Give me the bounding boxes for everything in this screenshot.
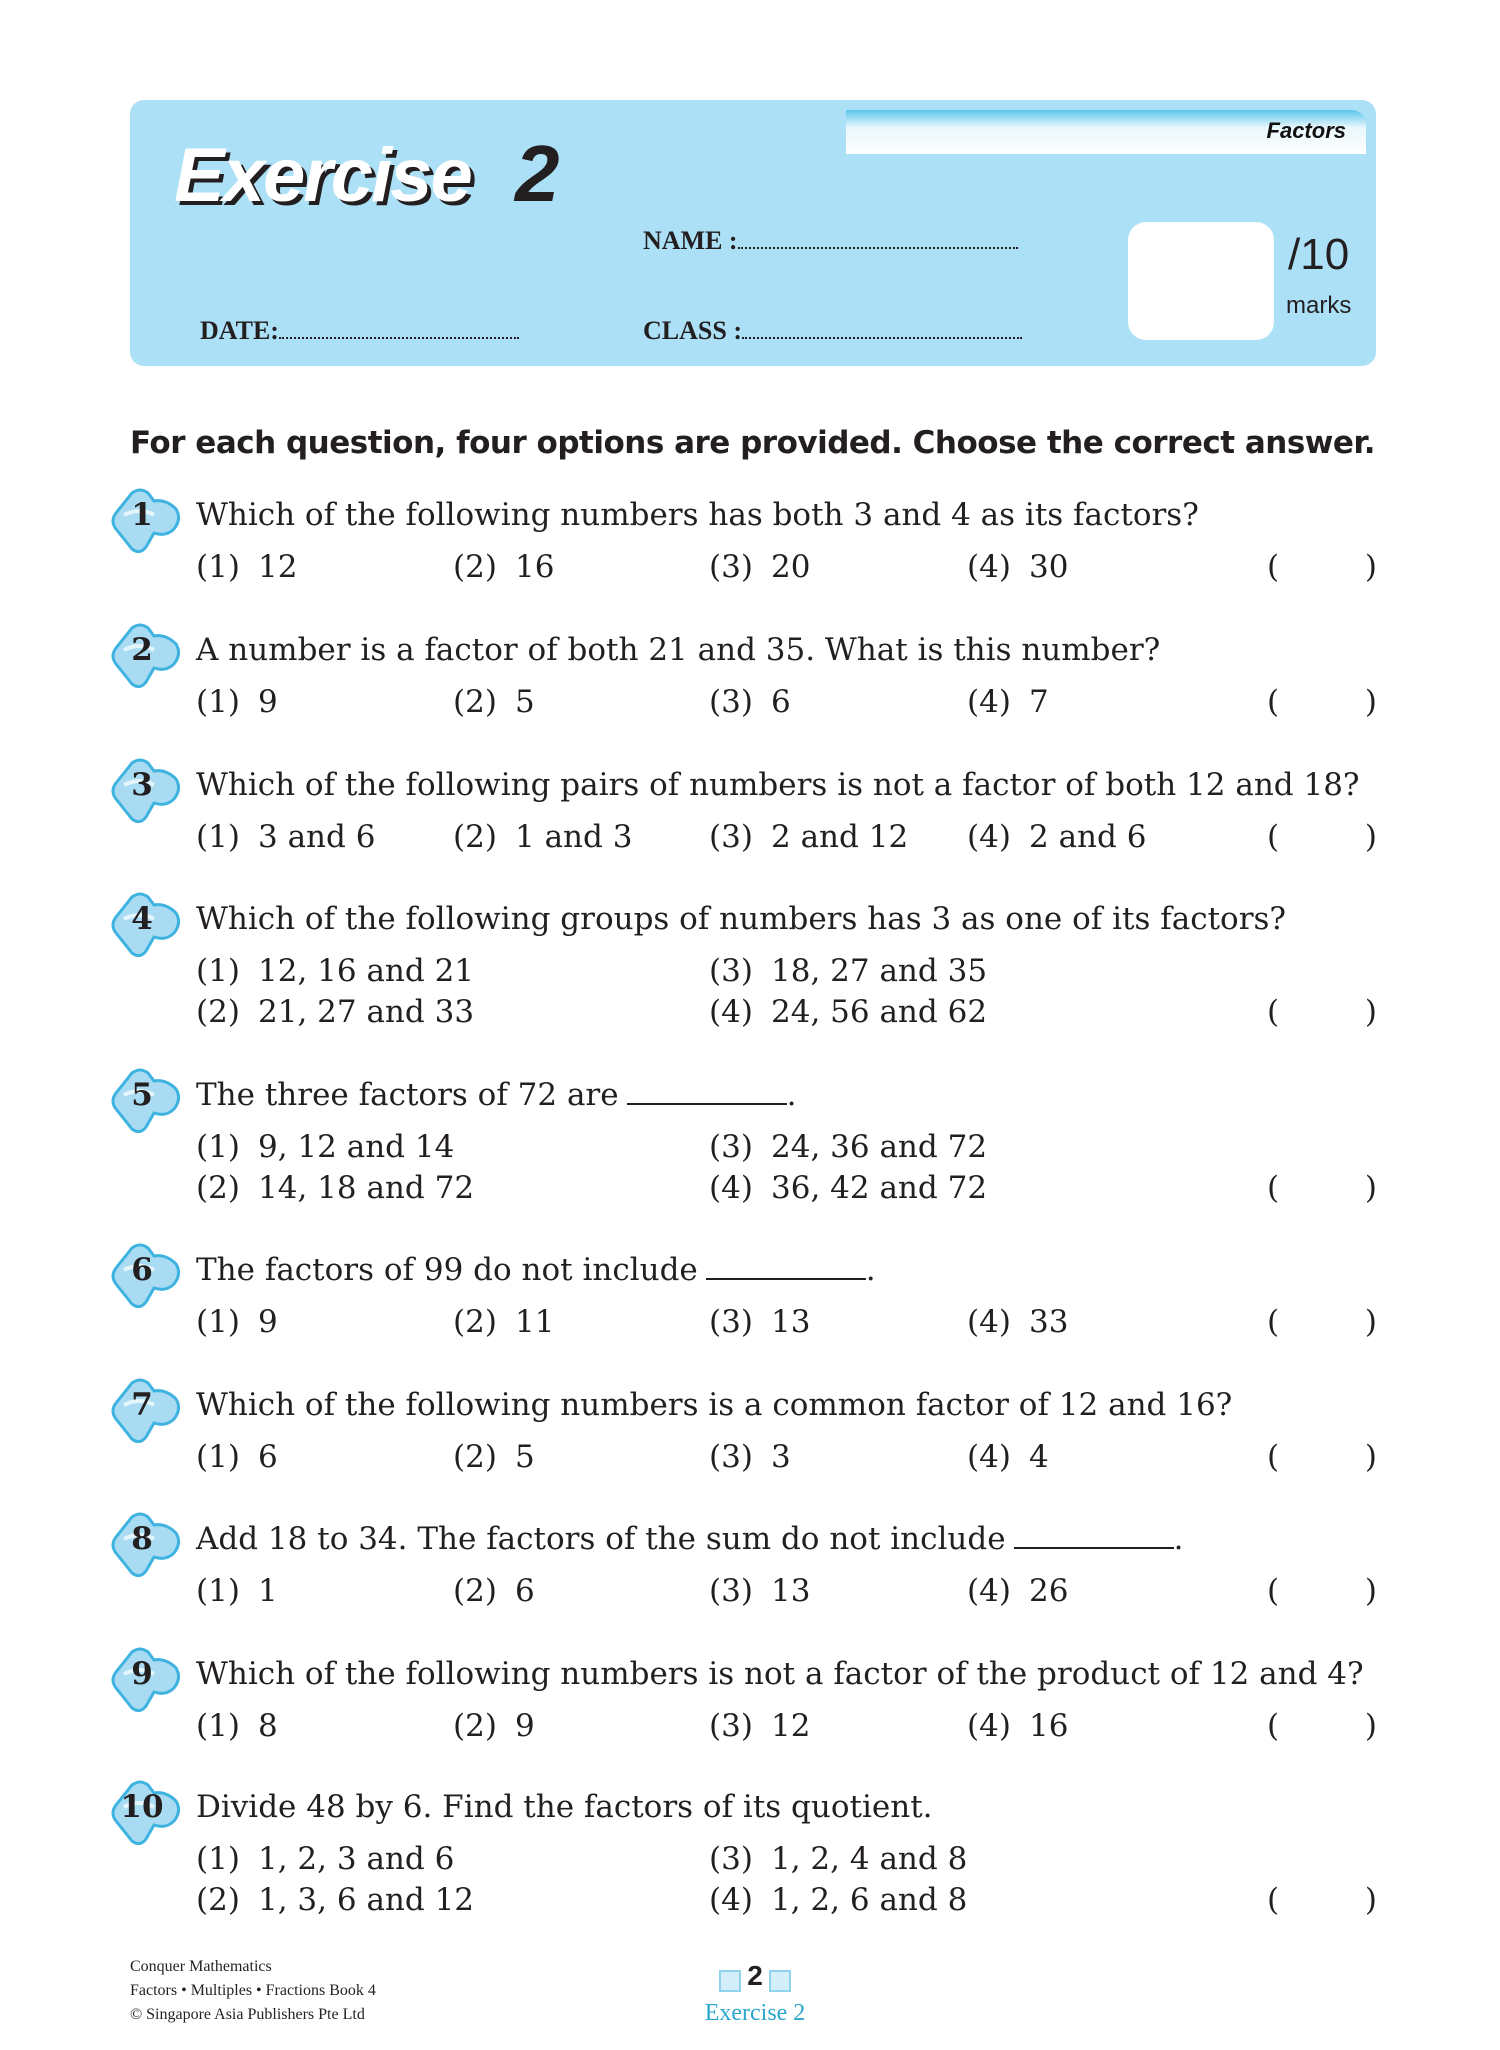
option-text: 6 (771, 684, 791, 720)
option-number: (2) (453, 819, 497, 855)
option-number: (1) (196, 1129, 240, 1165)
question-text (196, 767, 1360, 803)
option-2[interactable] (453, 1304, 554, 1340)
option-text: 9 (258, 1304, 278, 1340)
instructions: For each question, four options are provided. Choose the correct answer. (130, 425, 1376, 461)
question-text-content: Which of the following numbers is a common factor of 12 and 16? (196, 1387, 1233, 1423)
marks-box[interactable] (1128, 222, 1274, 340)
option-4[interactable] (967, 684, 1049, 720)
option-1[interactable] (196, 684, 278, 720)
option-number: (1) (196, 1708, 240, 1744)
option-text: 1, 2, 4 and 8 (771, 1841, 968, 1877)
paren-open: ( (1267, 549, 1280, 585)
option-text: 2 and 6 (1029, 819, 1147, 855)
option-number: (2) (196, 1170, 240, 1206)
paren-close: ) (1364, 1882, 1377, 1918)
option-number: (1) (196, 1573, 240, 1609)
answer-box[interactable] (1267, 1304, 1377, 1340)
name-field[interactable] (643, 226, 1018, 256)
question-number: 3 (131, 767, 153, 803)
option-2[interactable] (453, 1439, 535, 1475)
option-number: (2) (453, 684, 497, 720)
option-number: (2) (453, 1573, 497, 1609)
answer-blank (1014, 1547, 1174, 1549)
option-text: 12, 16 and 21 (258, 953, 475, 989)
question-badge-icon (110, 487, 180, 557)
option-4[interactable] (967, 1708, 1068, 1744)
answer-box[interactable] (1267, 1882, 1377, 1918)
option-1[interactable] (196, 1841, 454, 1877)
question-badge-icon (110, 757, 180, 827)
option-4[interactable] (967, 1573, 1068, 1609)
option-2[interactable] (453, 1573, 535, 1609)
option-4[interactable] (709, 994, 987, 1030)
option-text: 16 (1029, 1708, 1069, 1744)
option-number: (3) (709, 549, 753, 585)
option-text: 6 (515, 1573, 535, 1609)
option-text: 5 (515, 1439, 535, 1475)
option-text: 3 and 6 (258, 819, 376, 855)
option-1[interactable] (196, 1573, 278, 1609)
question-number: 9 (131, 1656, 153, 1692)
option-3[interactable] (709, 1573, 810, 1609)
name-label: NAME : (643, 226, 738, 255)
question-text-content: The factors of 99 do not include (196, 1252, 698, 1288)
option-3[interactable] (709, 549, 810, 585)
option-text: 13 (771, 1304, 811, 1340)
option-number: (3) (709, 953, 753, 989)
option-text: 9, 12 and 14 (258, 1129, 455, 1165)
option-1[interactable] (196, 549, 297, 585)
option-number: (4) (967, 1573, 1011, 1609)
option-number: (4) (967, 1304, 1011, 1340)
option-3[interactable] (709, 1708, 810, 1744)
option-4[interactable] (967, 819, 1146, 855)
option-number: (1) (196, 1439, 240, 1475)
question-text-content: Divide 48 by 6. Find the factors of its quotient. (196, 1789, 933, 1825)
option-text: 13 (771, 1573, 811, 1609)
option-2[interactable] (453, 684, 535, 720)
question-badge-icon (110, 622, 180, 692)
option-text: 21, 27 and 33 (258, 994, 475, 1030)
question-text-content: Which of the following pairs of numbers is not a factor of both 12 and 18? (196, 767, 1360, 803)
option-3[interactable] (709, 1304, 810, 1340)
paren-close: ) (1364, 819, 1377, 855)
paren-close: ) (1364, 1170, 1377, 1206)
question-badge-icon (110, 1377, 180, 1447)
option-text: 2 and 12 (771, 819, 909, 855)
option-number: (4) (709, 1882, 753, 1918)
paren-close: ) (1364, 1304, 1377, 1340)
option-3[interactable] (709, 953, 987, 989)
option-2[interactable] (196, 1882, 474, 1918)
question-text (196, 497, 1199, 533)
option-number: (3) (709, 1841, 753, 1877)
answer-box[interactable] (1267, 1708, 1377, 1744)
option-4[interactable] (967, 1304, 1068, 1340)
option-number: (2) (453, 1708, 497, 1744)
option-number: (3) (709, 1304, 753, 1340)
option-text: 9 (258, 684, 278, 720)
option-number: (1) (196, 1841, 240, 1877)
option-number: (1) (196, 819, 240, 855)
option-number: (4) (967, 1439, 1011, 1475)
option-1[interactable] (196, 1708, 278, 1744)
option-text: 20 (771, 549, 811, 585)
class-label: CLASS : (643, 316, 742, 345)
option-number: (3) (709, 1129, 753, 1165)
question-text-content: The three factors of 72 are (196, 1077, 619, 1113)
exercise-title: Exercise (174, 133, 471, 218)
question-number: 5 (131, 1077, 153, 1113)
option-4[interactable] (967, 549, 1068, 585)
exercise-number: 2 (515, 129, 560, 218)
option-2[interactable] (196, 994, 474, 1030)
question-badge-icon (110, 891, 180, 961)
option-text: 11 (515, 1304, 555, 1340)
option-number: (4) (967, 1708, 1011, 1744)
option-number: (4) (709, 1170, 753, 1206)
copyright: © Singapore Asia Publishers Pte Ltd (130, 2006, 365, 2023)
option-2[interactable] (453, 549, 554, 585)
question-text (196, 632, 1160, 668)
option-3[interactable] (709, 1129, 987, 1165)
question-text: The three factors of 72 are . (196, 1077, 797, 1113)
option-number: (1) (196, 549, 240, 585)
option-text: 26 (1029, 1573, 1069, 1609)
option-1[interactable] (196, 1129, 454, 1165)
question-number: 6 (131, 1252, 153, 1288)
option-4[interactable] (709, 1882, 967, 1918)
paren-close: ) (1364, 549, 1377, 585)
option-text: 7 (1029, 684, 1049, 720)
footer-credits (130, 1955, 376, 2027)
square-ornament-icon (769, 1970, 791, 1992)
option-text: 12 (771, 1708, 811, 1744)
option-number: (3) (709, 819, 753, 855)
class-field[interactable] (643, 316, 1022, 346)
answer-box[interactable] (1267, 1439, 1377, 1475)
question-number: 2 (131, 632, 153, 668)
option-text: 12 (258, 549, 298, 585)
option-2[interactable] (196, 1170, 474, 1206)
option-number: (4) (967, 819, 1011, 855)
paren-open: ( (1267, 1439, 1280, 1475)
option-number: (3) (709, 1573, 753, 1609)
option-text: 4 (1029, 1439, 1049, 1475)
question-number: 10 (120, 1789, 164, 1825)
option-number: (2) (453, 1439, 497, 1475)
answer-blank (706, 1278, 866, 1280)
series-title: Conquer Mathematics (130, 1958, 272, 1975)
marks-label: marks (1286, 292, 1352, 319)
question-number: 7 (131, 1387, 153, 1423)
option-text: 14, 18 and 72 (258, 1170, 475, 1206)
option-4[interactable] (967, 1439, 1049, 1475)
question-number: 4 (131, 901, 153, 937)
question-text: Add 18 to 34. The factors of the sum do not include . (196, 1521, 1184, 1557)
question-text-content: Add 18 to 34. The factors of the sum do not include (196, 1521, 1006, 1557)
paren-open: ( (1267, 994, 1280, 1030)
option-text: 33 (1029, 1304, 1069, 1340)
paren-close: ) (1364, 994, 1377, 1030)
option-text: 18, 27 and 35 (771, 953, 988, 989)
paren-open: ( (1267, 819, 1280, 855)
question-text-content: Which of the following numbers has both 3 and 4 as its factors? (196, 497, 1199, 533)
paren-open: ( (1267, 1573, 1280, 1609)
option-number: (2) (196, 994, 240, 1030)
paren-close: ) (1364, 1439, 1377, 1475)
page-number (710, 1960, 800, 1992)
question-number: 8 (131, 1521, 153, 1557)
option-text: 24, 36 and 72 (771, 1129, 988, 1165)
option-number: (4) (709, 994, 753, 1030)
question-text (196, 1789, 933, 1825)
question-text-content: Which of the following numbers is not a factor of the product of 12 and 4? (196, 1656, 1364, 1692)
question-text: The factors of 99 do not include . (196, 1252, 876, 1288)
option-text: 9 (515, 1708, 535, 1744)
option-2[interactable] (453, 1708, 535, 1744)
option-3[interactable] (709, 819, 908, 855)
question-number: 1 (131, 497, 153, 533)
marks-total: /10 (1288, 230, 1350, 279)
question-text-content: Which of the following groups of numbers has 3 as one of its factors? (196, 901, 1287, 937)
question-text (196, 1387, 1232, 1423)
question-text (196, 901, 1286, 937)
date-field[interactable] (200, 316, 519, 346)
option-number: (2) (453, 1304, 497, 1340)
answer-box[interactable] (1267, 549, 1377, 585)
answer-box[interactable] (1267, 819, 1377, 855)
paren-open: ( (1267, 1708, 1280, 1744)
paren-open: ( (1267, 1882, 1280, 1918)
paren-open: ( (1267, 1170, 1280, 1206)
option-3[interactable] (709, 1841, 967, 1877)
option-number: (3) (709, 684, 753, 720)
option-text: 36, 42 and 72 (771, 1170, 988, 1206)
option-number: (1) (196, 1304, 240, 1340)
option-number: (4) (967, 549, 1011, 585)
page-number-text: 2 (747, 1960, 763, 1991)
option-text: 1 (258, 1573, 278, 1609)
option-number: (2) (453, 549, 497, 585)
option-number: (4) (967, 684, 1011, 720)
option-text: 1, 3, 6 and 12 (258, 1882, 475, 1918)
paren-close: ) (1364, 1573, 1377, 1609)
option-number: (1) (196, 953, 240, 989)
question-badge-icon (110, 1646, 180, 1716)
option-1[interactable] (196, 1439, 278, 1475)
option-text: 5 (515, 684, 535, 720)
option-2[interactable] (453, 819, 632, 855)
option-text: 8 (258, 1708, 278, 1744)
option-3[interactable] (709, 684, 791, 720)
question-badge-icon (110, 1511, 180, 1581)
option-4[interactable] (709, 1170, 987, 1206)
date-label: DATE: (200, 316, 279, 345)
square-ornament-icon (719, 1970, 741, 1992)
answer-box[interactable] (1267, 684, 1377, 720)
option-text: 1, 2, 3 and 6 (258, 1841, 455, 1877)
question-text (196, 1656, 1364, 1692)
option-1[interactable] (196, 819, 375, 855)
paren-close: ) (1364, 684, 1377, 720)
option-text: 6 (258, 1439, 278, 1475)
book-title: Factors • Multiples • Fractions Book 4 (130, 1982, 376, 1999)
question-badge-icon (110, 1779, 180, 1849)
paren-open: ( (1267, 1304, 1280, 1340)
question-text-content: A number is a factor of both 21 and 35. What is this number? (196, 632, 1161, 668)
option-text: 16 (515, 549, 555, 585)
answer-box[interactable] (1267, 1573, 1377, 1609)
topic-label: Factors (1266, 118, 1346, 143)
option-text: 1 and 3 (515, 819, 633, 855)
option-text: 24, 56 and 62 (771, 994, 988, 1030)
option-number: (2) (196, 1882, 240, 1918)
question-badge-icon (110, 1242, 180, 1312)
option-text: 3 (771, 1439, 791, 1475)
option-number: (1) (196, 684, 240, 720)
option-1[interactable] (196, 953, 474, 989)
paren-close: ) (1364, 1708, 1377, 1744)
option-text: 1, 2, 6 and 8 (771, 1882, 968, 1918)
answer-blank (627, 1103, 787, 1105)
option-3[interactable] (709, 1439, 791, 1475)
question-badge-icon (110, 1067, 180, 1137)
option-1[interactable] (196, 1304, 278, 1340)
answer-box[interactable] (1267, 994, 1377, 1030)
option-number: (3) (709, 1708, 753, 1744)
exercise-header (130, 100, 1376, 366)
answer-box[interactable] (1267, 1170, 1377, 1206)
option-text: 30 (1029, 549, 1069, 585)
paren-open: ( (1267, 684, 1280, 720)
page-exercise-label: Exercise 2 (704, 2000, 806, 2026)
option-number: (3) (709, 1439, 753, 1475)
